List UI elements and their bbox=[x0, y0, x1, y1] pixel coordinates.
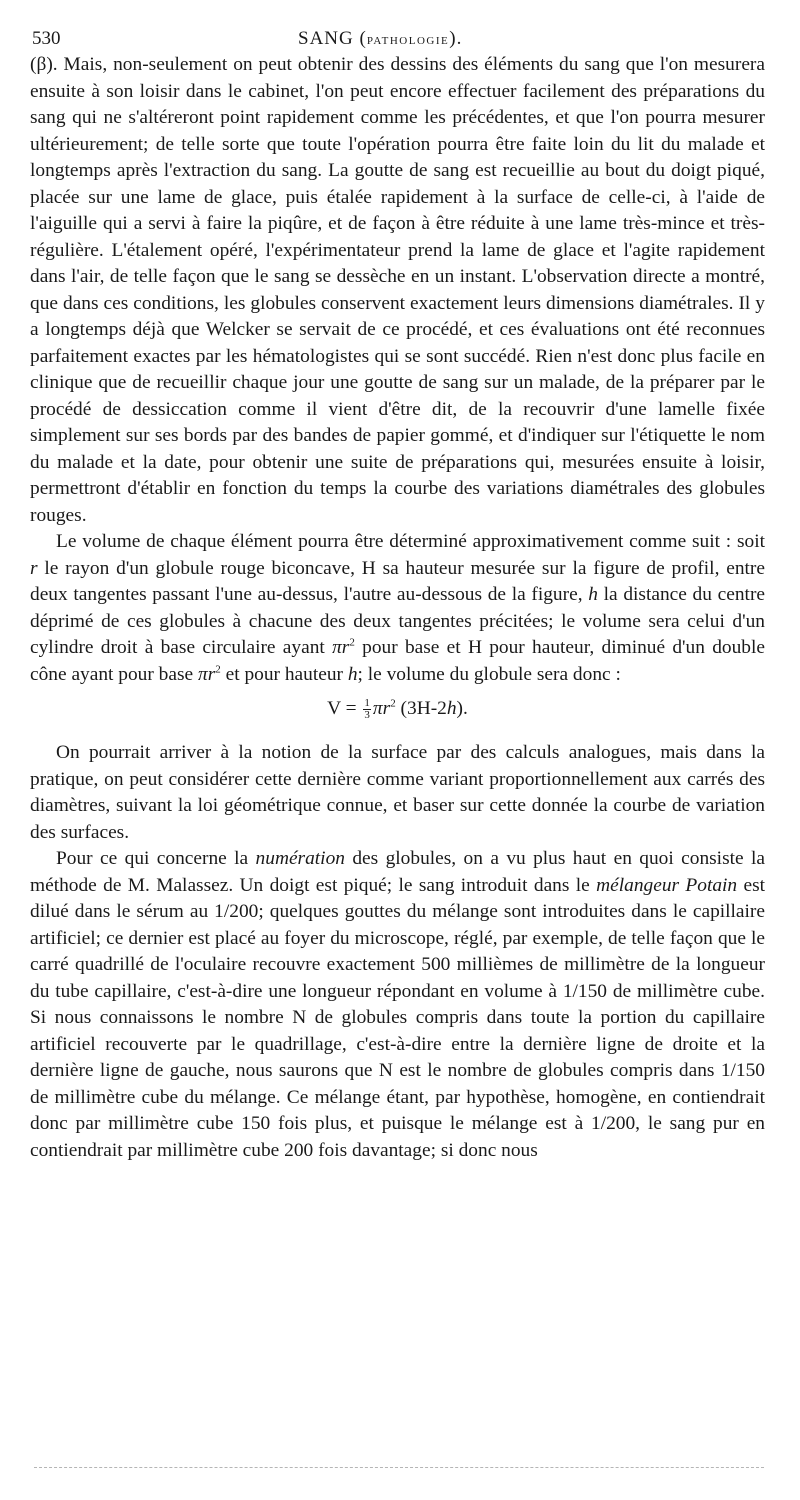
text-span: le rayon d'un globule rouge biconcave, H sa hauteur mesurée sur la figure de profil, entre deux tangentes passant l'une au-dessus, l'autre au-dessous de la figure, bbox=[30, 557, 765, 605]
volume-formula bbox=[30, 694, 765, 724]
formula-lhs: V = bbox=[327, 698, 362, 719]
italic-term-numeration: numération bbox=[255, 848, 345, 869]
running-title-main: SANG ( bbox=[298, 28, 367, 49]
math-h: h bbox=[588, 584, 598, 605]
formula-close: ). bbox=[456, 698, 468, 719]
paragraph-volume bbox=[30, 529, 765, 688]
body-text bbox=[30, 52, 765, 1164]
text-span: Le volume de chaque élément pourra être déterminé approximativement comme suit : soit bbox=[56, 531, 765, 552]
formula-rest: (3H-2 bbox=[395, 698, 447, 719]
page bbox=[30, 22, 765, 1164]
text-span: est dilué dans le sérum au 1/200; quelques gouttes du mélange sont introduites dans le capillaire artificiel; ce dernier est placé au foyer du microscope, réglé, par exemple, de telle façon que le carré quadrillé de l'oculaire recouvre exactement 500 millièmes de millimètre de la longueur du tube capillaire, c'est-à-dire une longueur répondant en volume à 1/150 de millimètre cube. Si nous connaissons le nombre N de globules compris dans toute la portion du capillaire artificiel recouverte par le quadrillage, c'est-à-dire entre la dernière ligne de droite et la dernière ligne de gauche, nous saurons que N est le nombre de globules compris dans 1/150 de millimètre cube du mélange. Ce mélange étant, par hypothèse, homogène, en contiendrait donc par millimètre cube 150 fois plus, et puisque le mélange est à 1/200, le sang pur en contiendrait par millimètre cube 200 fois davantage; si donc nous bbox=[30, 874, 766, 1161]
fraction-denominator: 3 bbox=[364, 709, 370, 722]
text-span: ; le volume du globule sera donc : bbox=[357, 663, 621, 685]
formula-exponent: 2 bbox=[390, 697, 396, 710]
math-h: h bbox=[347, 663, 358, 685]
running-title-end: ). bbox=[449, 28, 463, 49]
paragraph-surface: On pourrait arriver à la notion de la surface par des calculs analogues, mais dans la pratique, on peut considérer cette dernière comme variant proportionnellement aux carrés des diamètres, suivant la loi géométrique connue, et baser sur cette donnée la courbe de variation des surfaces. bbox=[30, 742, 765, 843]
text-span: pour base et H pour hauteur, diminué d'un double cône ayant pour base bbox=[30, 637, 765, 685]
formula-pi-r: πr bbox=[372, 698, 391, 719]
math-exponent: 2 bbox=[349, 636, 355, 649]
paragraph-numeration bbox=[30, 846, 765, 1164]
math-r: r bbox=[30, 557, 38, 579]
math-exponent: 2 bbox=[215, 663, 221, 676]
text-span: Pour ce qui concerne la bbox=[56, 848, 256, 869]
italic-term-melangeur: mélangeur Potain bbox=[596, 874, 738, 896]
text-span: et pour hauteur bbox=[220, 663, 348, 685]
formula-fraction bbox=[363, 698, 371, 721]
running-title bbox=[298, 28, 462, 50]
text-span: la distance du centre déprimé de ces globules à chacune des deux tangentes précitées; le volume sera celui d'un cylindre droit à base circulaire ayant bbox=[30, 584, 766, 658]
formula-h: h bbox=[446, 698, 457, 719]
math-pi-r: πr bbox=[332, 637, 350, 658]
math-pi-r: πr bbox=[197, 663, 216, 685]
text-span: des globules, on a vu plus haut en quoi consiste la méthode de M. Malassez. Un doigt est piqué; le sang introduit dans le bbox=[30, 848, 765, 896]
paragraph-beta: (β). Mais, non-seulement on peut obtenir des dessins des éléments du sang que l'on mesurera ensuite à son loisir dans le cabinet, l'on peut encore effectuer facilement des préparations du sang qui ne s'altéreront point rapidement comme les précédentes, et que l'on pourra mesurer ultérieurement; de telle sorte que toute l'opération pourra être faite loin du lit du malade et longtemps après l'extraction du sang. La goutte de sang est recueillie au bout du doigt piqué, placée sur une lame de glace, puis étalée rapidement à la surface de celle-ci, à l'aide de l'aiguille qui a servi à faire la piqûre, et de façon à être réduite à une lame très-mince et très-régulière. L'étalement opéré, l'expérimentateur prend la lame de glace et l'agite rapidement dans l'air, de telle façon que le sang se dessèche en un instant. L'observation directe a montré, que dans ces conditions, les globules conservent exactement leurs dimensions diamétrales. Il y a longtemps déjà que Welcker se servait de ce procédé, et ces évaluations ont été reconnues parfaitement exactes par les hématologistes qui se sont succédé. Rien n'est donc plus facile en clinique que de recueillir chaque jour une goutte de sang sur un malade, de la préparer par le procédé de dessiccation comme il vient d'être dit, de la recouvrir d'une lamelle fixée simplement sur ses bords par des bandes de papier gommé, et d'indiquer sur l'étiquette le nom du malade et la date, pour obtenir une suite de préparations qui, mesurées ensuite à loisir, permettront d'établir en fonction du temps la courbe des variations diamétrales des globules rouges. bbox=[30, 54, 765, 526]
footer-rule bbox=[34, 1467, 764, 1468]
fraction-numerator: 1 bbox=[364, 697, 370, 710]
running-title-sub: pathologie bbox=[366, 32, 450, 48]
page-number: 530 bbox=[32, 28, 61, 49]
running-head bbox=[30, 22, 765, 52]
